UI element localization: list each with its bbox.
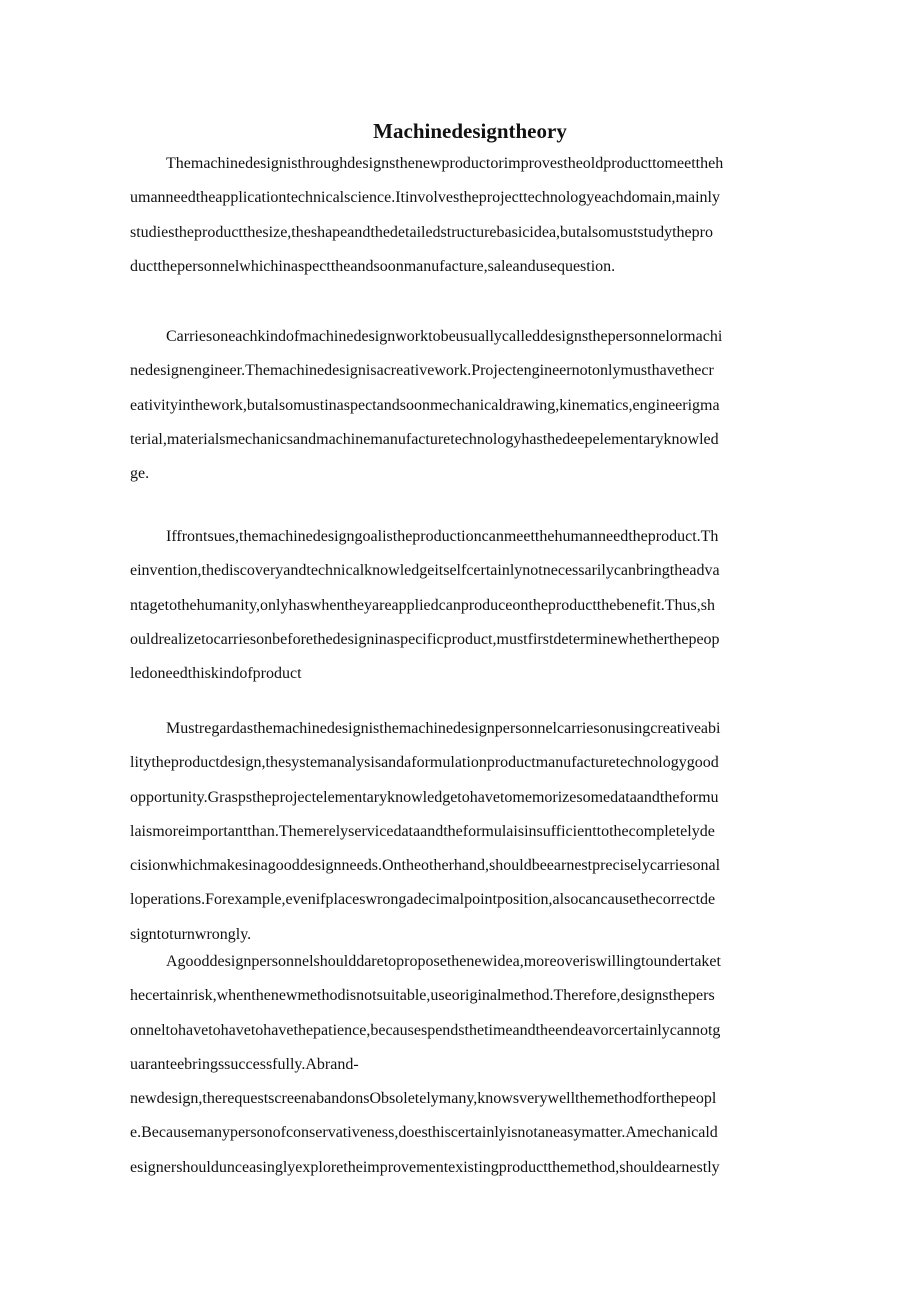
paragraph-line: ntagetothehumanity,onlyhaswhentheyareappliedcanproduceontheproductthebenefit.Thus,sh	[130, 596, 715, 614]
paragraph-line: einvention,thediscoveryandtechnicalknowledgeitselfcertainlynotnecessarilycanbringtheadva	[130, 562, 720, 580]
paragraph-line: Carriesoneachkindofmachinedesignworktobeusuallycalleddesignsthepersonnelormachi	[166, 328, 723, 345]
paragraph-4	[130, 712, 813, 952]
paragraph-line: umanneedtheapplicationtechnicalscience.Itinvolvestheprojecttechnologyeachdomain,mainly	[130, 189, 720, 207]
paragraph-line: ductthepersonnelwhichinaspecttheandsoonmanufacture,saleandusequestion.	[130, 257, 616, 275]
paragraph-line: eativityinthework,butalsomustinaspectandsoonmechanicaldrawing,kinematics,engineerigma	[130, 396, 720, 414]
paragraph-line: uaranteebringssuccessfully.Abrand-	[130, 1055, 359, 1073]
paragraph-line: laismoreimportantthan.Themerelyservicedataandtheformulaisinsufficienttothecompletelyde	[130, 822, 715, 840]
paragraph-line: litytheproductdesign,thesystemanalysisandaformulationproductmanufacturetechnologygood	[130, 754, 719, 772]
paragraph-1	[130, 147, 813, 284]
paragraph-line: hecertainrisk,whenthenewmethodisnotsuitable,useoriginalmethod.Therefore,designsthepers	[130, 987, 715, 1005]
paragraph-line: loperations.Forexample,evenifplaceswrongadecimalpointposition,alsocancausethecorrectde	[130, 891, 716, 909]
paragraph-line: e.Becausemanypersonofconservativeness,doesthiscertainlyisnotaneasymatter.Amechanicald	[130, 1124, 718, 1142]
paragraph-line: Mustregardasthemachinedesignisthemachinedesignpersonnelcarriesonusingcreativeabi	[166, 720, 721, 737]
paragraph-line: esignershouldunceasinglyexploretheimprovementexistingproductthemethod,shouldearnestly	[130, 1158, 720, 1176]
paragraph-line: ge.	[130, 465, 150, 483]
paragraph-line: onneltohavetohavetohavethepatience,becausespendsthetimeandtheendeavorcertainlycannotg	[130, 1021, 721, 1039]
paragraph-line: opportunity.Graspstheprojectelementaryknowledgetohavetomemorizesomedataandtheformu	[130, 788, 719, 806]
document-title: Machinedesigntheory	[373, 119, 567, 143]
paragraph-line: Agooddesignpersonnelshoulddaretoproposethenewidea,moreoveriswillingtoundertaket	[166, 953, 721, 970]
paragraph-line: terial,materialsmechanicsandmachinemanufacturetechnologyhasthedeepelementaryknowled	[130, 430, 719, 448]
paragraph-5	[130, 945, 813, 1185]
paragraph-line: cisionwhichmakesinagooddesignneeds.Ontheotherhand,shouldbeearnestpreciselycarriesonal	[130, 857, 721, 875]
paragraph-line: Iffrontsues,themachinedesigngoalistheproductioncanmeetthehumanneedtheproduct.Th	[166, 528, 719, 545]
paragraph-2	[130, 320, 813, 491]
paragraph-line: studiestheproductthesize,theshapeandthedetailedstructurebasicidea,butalsomuststudythepro	[130, 223, 713, 241]
paragraph-line: newdesign,therequestscreenabandonsObsoletelymany,knowsverywellthemethodforthepeopl	[130, 1090, 717, 1108]
paragraph-line: signtoturnwrongly.	[130, 925, 252, 943]
paragraph-line: Themachinedesignisthroughdesignsthenewproductorimprovestheoldproducttomeettheh	[166, 155, 724, 172]
paragraph-line: nedesignengineer.Themachinedesignisacreativework.Projectengineernotonlymusthavethecr	[130, 362, 714, 380]
paragraph-line: ouldrealizetocarriesonbeforethedesigninaspecificproduct,mustfirstdeterminewhetherthepeop	[130, 630, 720, 648]
paragraph-line: ledoneedthiskindofproduct	[130, 665, 302, 683]
paragraph-3	[130, 520, 813, 691]
